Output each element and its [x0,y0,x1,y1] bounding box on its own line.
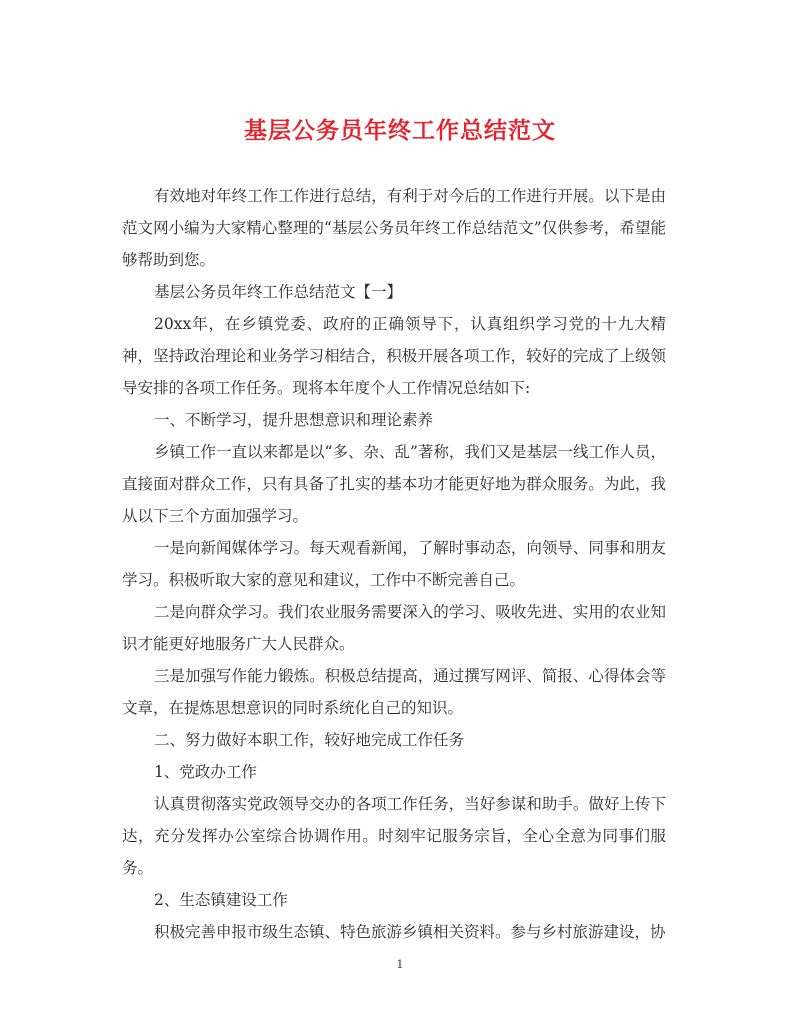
paragraph-media-learning: 一是向新闻媒体学习。每天观看新闻，了解时事动态，向领导、同事和朋友学习。积极听取大家的意见和建议，工作中不断完善自己。 [122,539,666,589]
page-number: 1 [396,958,404,971]
paragraph-section-heading: 基层公务员年终工作总结范文【一】 [154,283,403,301]
paragraph-eco-work: 积极完善申报市级生态镇、特色旅游乡镇相关资料。参与乡村旅游建设，协 [154,923,666,941]
document-title: 基层公务员年终工作总结范文 [244,118,556,144]
paragraph-masses-learning: 二是向群众学习。我们农业服务需要深入的学习、吸收先进、实用的农业知识才能更好地服务广大人民群众。 [122,603,666,653]
paragraph-office-work: 认真贯彻落实党政领导交办的各项工作任务，当好参谋和助手。做好上传下达，充分发挥办公室综合协调作用。时刻牢记服务宗旨，全心全意为同事们服务。 [122,795,666,877]
paragraph-writing-training: 三是加强写作能力锻炼。积极总结提高，通过撰写网评、简报、心得体会等文章，在提炼思想意识的同时系统化自己的知识。 [122,667,666,717]
paragraph-subheading-eco: 2、生态镇建设工作 [154,891,288,909]
paragraph-heading-1: 一、不断学习，提升思想意识和理论素养 [154,411,434,429]
paragraph-work-nature: 乡镇工作一直以来都是以“多、杂、乱”著称，我们又是基层一线工作人员，直接面对群众工作，只有具备了扎实的基本功才能更好地为群众服务。为此，我从以下三个方面加强学习。 [122,443,666,525]
paragraph-heading-2: 二、努力做好本职工作，较好地完成工作任务 [154,731,465,749]
paragraph-subheading-office: 1、党政办工作 [154,763,257,781]
paragraph-intro: 有效地对年终工作工作进行总结，有利于对今后的工作进行开展。以下是由范文网小编为大家精心整理的“基层公务员年终工作总结范文”仅供参考，希望能够帮助到您。 [122,187,666,269]
paragraph-summary: 20xx年，在乡镇党委、政府的正确领导下，认真组织学习党的十九大精神，坚持政治理论和业务学习相结合，积极开展各项工作，较好的完成了上级领导安排的各项工作任务。现将本年度个人工作情况总结如下: [122,315,666,397]
document-body [122,180,666,948]
